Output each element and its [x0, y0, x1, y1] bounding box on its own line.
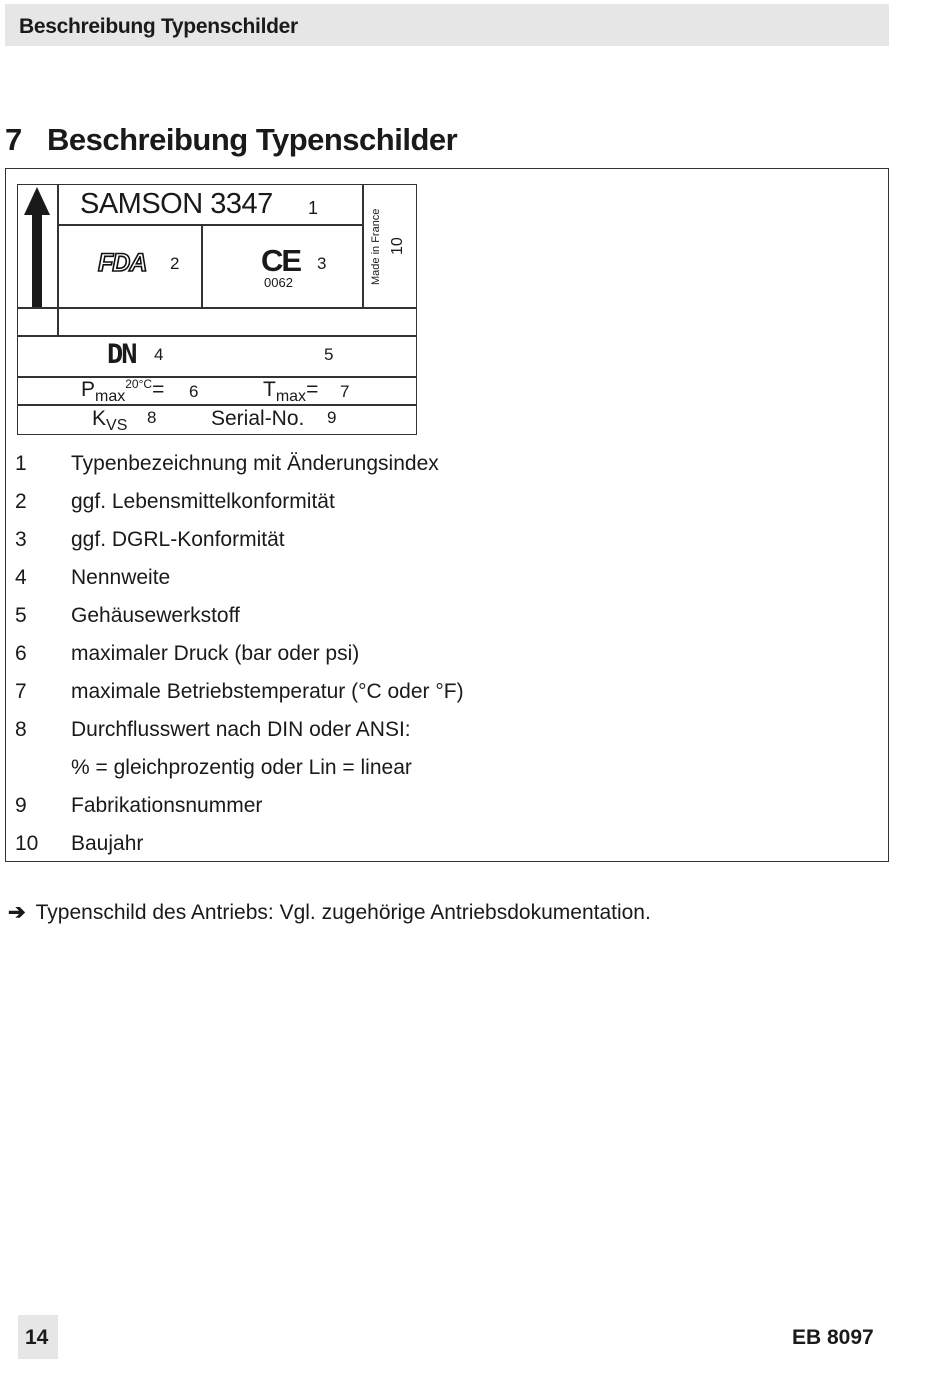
divider	[18, 404, 416, 406]
ce-notified-body: 0062	[264, 275, 293, 290]
callout-8: 8	[147, 408, 157, 427]
callout-3: 3	[317, 254, 327, 273]
ce-mark: CE	[261, 243, 301, 278]
fda-logo: FDA	[98, 249, 147, 277]
divider	[18, 307, 416, 309]
made-in-label: Made in France	[370, 208, 382, 285]
callout-4: 4	[154, 345, 164, 364]
running-header-title: Beschreibung Typenschilder	[19, 15, 298, 38]
page-number-box	[18, 1315, 58, 1359]
page-number: 14	[25, 1326, 49, 1349]
divider	[362, 185, 364, 307]
callout-10: 10	[389, 237, 406, 255]
document-id: EB 8097	[792, 1326, 874, 1349]
callout-7: 7	[340, 382, 350, 401]
callout-9: 9	[327, 408, 337, 427]
divider	[57, 307, 59, 335]
callout-1: 1	[308, 198, 319, 218]
divider	[18, 376, 416, 378]
pmax-label: $P_{max}^{20^\circ C}=$	[81, 377, 165, 405]
divider	[57, 185, 59, 307]
note-text: Typenschild des Antriebs: Vgl. zugehörige Antriebsdokumentation.	[35, 901, 651, 924]
section-number: 7	[5, 122, 22, 157]
section-heading	[5, 122, 457, 158]
serial-label: Serial-No.	[211, 407, 305, 430]
tmax-label: $T_{max}=$	[263, 378, 319, 405]
divider	[18, 335, 416, 337]
dn-label: DN	[107, 339, 136, 370]
running-header	[5, 4, 889, 46]
callout-6: 6	[189, 382, 199, 401]
kvs-label: $K_{VS}$	[92, 407, 128, 434]
section-title: Beschreibung Typenschilder	[47, 122, 458, 157]
arrow-right-icon: ➔	[8, 901, 26, 924]
nameplate	[17, 184, 417, 435]
note	[8, 900, 651, 925]
model-name: SAMSON 3347	[80, 188, 273, 220]
divider	[201, 225, 203, 307]
callout-5: 5	[324, 345, 334, 364]
callout-2: 2	[170, 254, 180, 273]
divider	[57, 224, 362, 226]
